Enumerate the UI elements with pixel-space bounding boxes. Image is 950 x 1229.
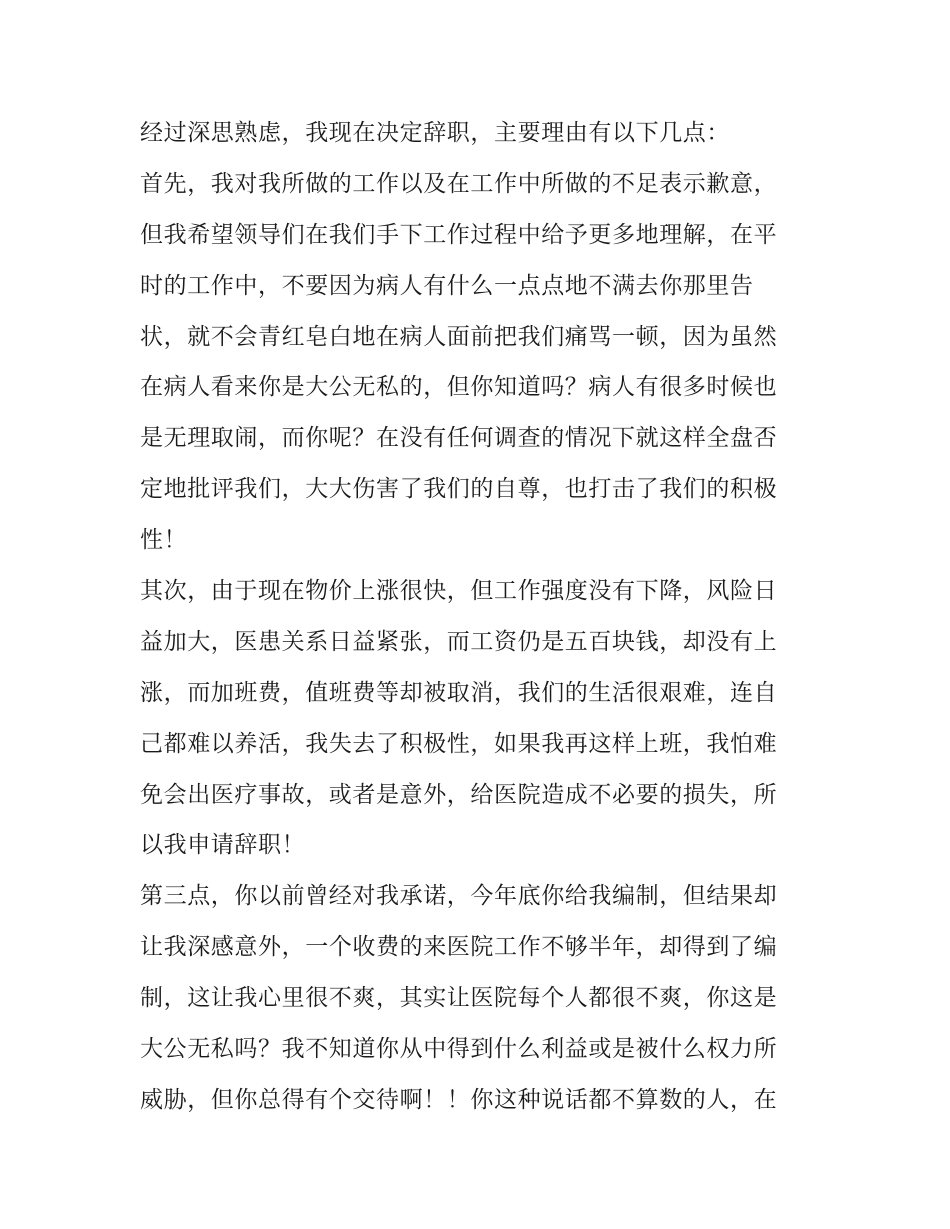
- text-line: 益加大，医患关系日益紧张，而工资仍是五百块钱，却没有上: [140, 628, 778, 655]
- resignation-letter-body: [140, 108, 830, 1126]
- text-line: 免会出医疗事故，或者是意外，给医院造成不必要的损失，所: [140, 781, 778, 808]
- text-line: 让我深感意外，一个收费的来医院工作不够半年，却得到了编: [140, 934, 778, 961]
- text-line: 首先，我对我所做的工作以及在工作中所做的不足表示歉意，: [140, 170, 778, 197]
- text-line: 涨，而加班费，值班费等却被取消，我们的生活很艰难，连自: [140, 679, 778, 706]
- text-line: 己都难以养活，我失去了积极性，如果我再这样上班，我怕难: [140, 730, 778, 757]
- text-line: 性！: [140, 527, 188, 554]
- text-line: 但我希望领导们在我们手下工作过程中给予更多地理解，在平: [140, 221, 778, 248]
- text-line: 经过深思熟虑，我现在决定辞职，主要理由有以下几点：: [140, 120, 730, 146]
- text-line: 制，这让我心里很不爽，其实让医院每个人都很不爽，你这是: [140, 985, 778, 1012]
- text-line: 是无理取闹，而你呢？在没有任何调查的情况下就这样全盘否: [140, 425, 778, 452]
- text-line: 状，就不会青红皂白地在病人面前把我们痛骂一顿，因为虽然: [140, 323, 778, 350]
- text-line: 在病人看来你是大公无私的，但你知道吗？病人有很多时候也: [140, 374, 778, 401]
- text-line: 时的工作中，不要因为病人有什么一点点地不满去你那里告: [140, 272, 754, 299]
- text-line: 定地批评我们，大大伤害了我们的自尊，也打击了我们的积极: [140, 476, 778, 503]
- text-line: 以我申请辞职！: [140, 832, 306, 859]
- text-line: 威胁，但你总得有个交待啊！！你这种说话都不算数的人，在: [140, 1086, 778, 1113]
- text-line: 第三点，你以前曾经对我承诺，今年底你给我编制，但结果却: [140, 883, 778, 910]
- text-line: 其次，由于现在物价上涨很快，但工作强度没有下降，风险日: [140, 578, 778, 605]
- text-line: 大公无私吗？我不知道你从中得到什么利益或是被什么权力所: [140, 1036, 778, 1063]
